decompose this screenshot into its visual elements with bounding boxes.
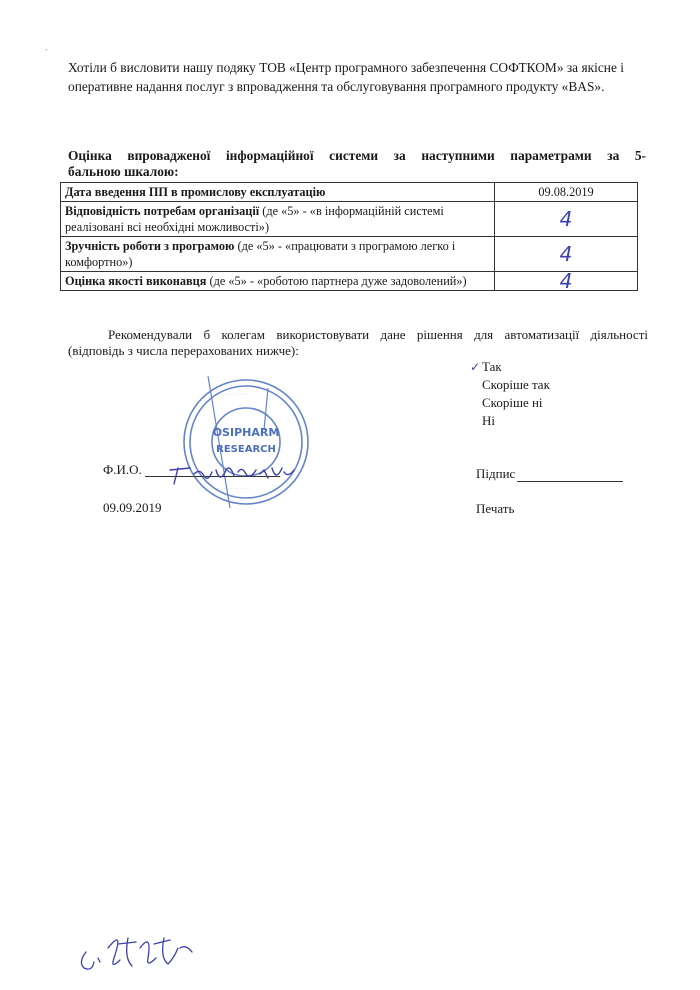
option-label: Ні	[482, 413, 495, 428]
table-cell-value-handwritten: 4	[495, 272, 638, 291]
stamp-text-top: OSIPHARM	[212, 426, 280, 439]
option-item	[482, 412, 550, 430]
option-item	[470, 358, 550, 376]
signature-label: Підпис	[476, 466, 516, 481]
table-cell-label	[61, 237, 495, 272]
row-label-rest: (де «5» - «працювати з програмою легко і комфортно»)	[65, 239, 456, 269]
row-label-bold: Дата введення ПП в промислову експлуатацію	[65, 185, 326, 199]
table-cell-label	[61, 272, 495, 291]
row-label-bold: Оцінка якості виконавця	[65, 274, 207, 288]
company-stamp	[168, 370, 318, 510]
option-item	[482, 394, 550, 412]
evaluation-heading-cont: бальною шкалою:	[68, 164, 179, 179]
table-row	[61, 237, 638, 272]
table-cell-label	[61, 202, 495, 237]
signing-date: 09.09.2019	[103, 500, 162, 515]
recommend-text-cont: (відповідь з числа перерахованих нижче):	[68, 343, 299, 358]
row-label-bold: Зручність роботи з програмою	[65, 239, 235, 253]
evaluation-table	[60, 182, 638, 291]
handwritten-name-signature	[160, 448, 310, 488]
recommend-text: Рекомендували б колегам використовувати дане рішення для автоматизації діяльності	[108, 327, 648, 342]
intro-paragraph: Хотіли б висловити нашу подяку ТОВ «Центр програмного забезпечення СОФТКОМ» за якісне і оперативне надання послуг з впровадження та обслуговування програмного продукту «BAS».	[68, 60, 624, 94]
table-cell-value-handwritten: 4	[495, 202, 638, 237]
fio-label: Ф.И.О.	[103, 462, 142, 477]
stamp-label: Печать	[476, 501, 515, 516]
option-label: Так	[482, 359, 502, 374]
option-item	[482, 376, 550, 394]
handwritten-signature	[74, 918, 204, 978]
table-row	[61, 272, 638, 291]
answer-options	[470, 358, 550, 430]
table-cell-value: 09.08.2019	[495, 183, 638, 202]
row-label-bold: Відповідність потребам організації	[65, 204, 260, 218]
row-label-rest: (де «5» - «роботою партнера дуже задоволений»)	[206, 274, 467, 288]
table-row	[61, 183, 638, 202]
table-cell-value-handwritten: 4	[495, 237, 638, 272]
checkmark-icon: ✓	[470, 360, 481, 374]
table-row	[61, 202, 638, 237]
table-cell-label	[61, 183, 495, 202]
evaluation-heading: Оцінка впровадженої інформаційної системи за наступними параметрами за 5-	[68, 148, 646, 163]
signature-line	[517, 481, 623, 482]
row-label-rest: (де «5» - «в інформаційній системі реалізовані всі необхідні можливості»)	[65, 204, 444, 234]
option-label: Скоріше так	[482, 377, 550, 392]
option-label: Скоріше ні	[482, 395, 543, 410]
stamp-text-bottom: RESEARCH	[216, 444, 276, 455]
svg-text:· · · · · · · · · · · · · · ·: · · · · · · · · · · · · · · · · ·	[198, 486, 251, 492]
svg-text:· · · · · · · · · · · · · · ·: · · · · · · · · · · · · · · · ·	[202, 392, 252, 398]
scan-mark: -	[45, 45, 48, 54]
